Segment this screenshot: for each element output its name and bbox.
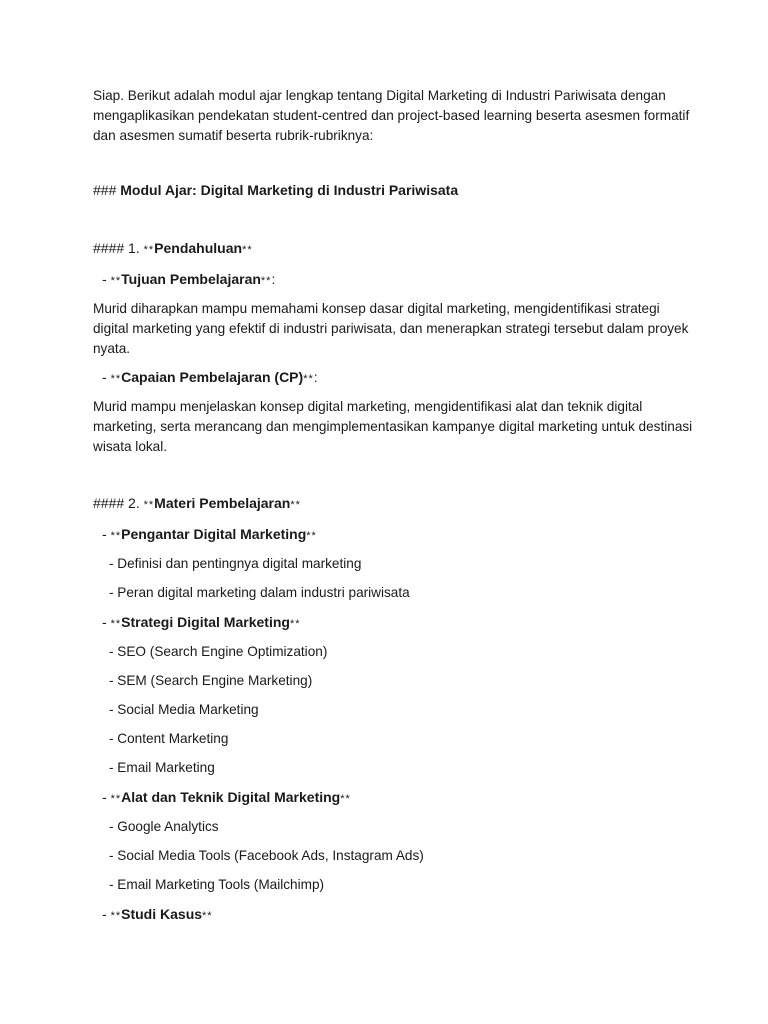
section-2-title: Materi Pembelajaran (154, 495, 291, 511)
tujuan-heading: - **Tujuan Pembelajaran**: (102, 271, 276, 287)
strategi-label: Strategi Digital Marketing (121, 614, 290, 630)
list-item: - Peran digital marketing dalam industri pariwisata (109, 585, 410, 600)
list-item: - Email Marketing Tools (Mailchimp) (109, 877, 325, 892)
list-item: - Content Marketing (109, 731, 229, 746)
studi-kasus-heading: - **Studi Kasus** (102, 906, 213, 922)
strategi-heading: - **Strategi Digital Marketing** (102, 614, 301, 630)
list-item: - Definisi dan pentingnya digital marketing (109, 556, 362, 571)
list-item: - Social Media Tools (Facebook Ads, Instagram Ads) (109, 848, 424, 863)
studi-kasus-label: Studi Kasus (121, 906, 203, 922)
heading-prefix: #### 2. (93, 495, 140, 511)
capaian-label: Capaian Pembelajaran (CP) (121, 369, 304, 385)
list-item: - Email Marketing (109, 760, 215, 775)
alat-label: Alat dan Teknik Digital Marketing (121, 789, 341, 805)
pengantar-heading: - **Pengantar Digital Marketing** (102, 526, 317, 542)
list-item: - SEO (Search Engine Optimization) (109, 644, 328, 659)
pengantar-label: Pengantar Digital Marketing (121, 526, 307, 542)
module-title-text: Modul Ajar: Digital Marketing di Industri Pariwisata (120, 182, 459, 198)
tujuan-paragraph: Murid diharapkan mampu memahami konsep dasar digital marketing, mengidentifikasi strategi digital marketing yang efektif di industri pariwisata, dan menerapkan strategi tersebut dalam proyek nyata. (93, 301, 689, 356)
capaian-heading: - **Capaian Pembelajaran (CP)**: (102, 369, 318, 385)
list-item: - SEM (Search Engine Marketing) (109, 673, 313, 688)
list-item: - Social Media Marketing (109, 702, 259, 717)
capaian-paragraph: Murid mampu menjelaskan konsep digital marketing, mengidentifikasi alat dan teknik digital marketing, serta merancang dan mengimplementasikan kampanye digital marketing untuk destinasi wisata lokal. (93, 399, 693, 454)
heading-prefix: #### 1. (93, 240, 140, 256)
tujuan-label: Tujuan Pembelajaran (121, 271, 261, 287)
intro-paragraph: Siap. Berikut adalah modul ajar lengkap tentang Digital Marketing di Industri Pariwisata dengan mengaplikasikan pendekatan student-centred dan project-based learning beserta asesmen formatif dan asesmen sumatif beserta rubrik-rubriknya: (93, 88, 690, 143)
section-2-heading: #### 2. **Materi Pembelajaran** (93, 495, 301, 511)
list-item: - Google Analytics (109, 819, 219, 834)
alat-heading: - **Alat dan Teknik Digital Marketing** (102, 789, 351, 805)
document-body (93, 86, 693, 934)
module-title (93, 180, 693, 200)
section-1-heading: #### 1. **Pendahuluan** (93, 240, 253, 256)
section-1-title: Pendahuluan (154, 240, 243, 256)
heading-prefix: ### (93, 182, 117, 198)
